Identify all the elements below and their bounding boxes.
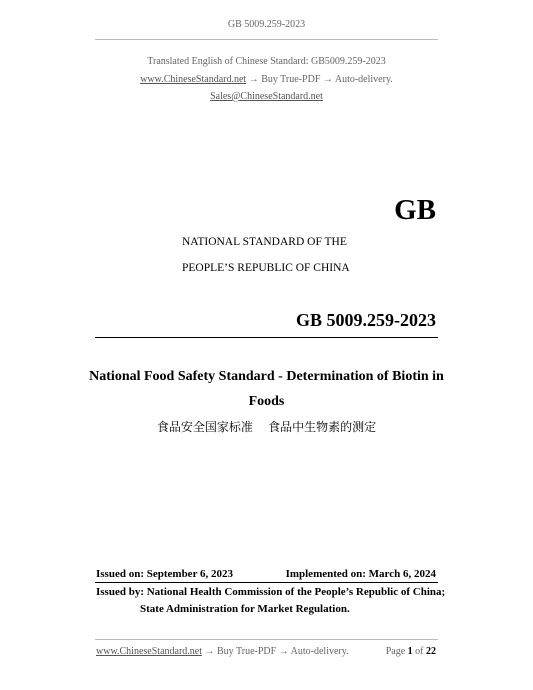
running-header: GB 5009.259-2023 (227, 19, 306, 30)
national-standard-line1: NATIONAL STANDARD OF THE (182, 236, 347, 248)
buy-true-pdf-text: Buy True-PDF (261, 74, 321, 85)
sales-email-link[interactable]: Sales@ChineseStandard.net (210, 91, 323, 102)
auto-delivery-text: Auto-delivery. (290, 646, 349, 657)
banner-site-link[interactable]: www.ChineseStandard.net (140, 74, 247, 85)
banner-links-row (0, 74, 533, 85)
arrow-right-icon: → (248, 74, 259, 85)
total-pages: 22 (426, 646, 436, 657)
arrow-right-icon: → (204, 646, 215, 657)
chinese-title: 食品安全国家标准 食品中生物素的测定 (156, 420, 377, 434)
issued-by-line1: Issued by: National Health Commission of the People’s Republic of China; (96, 586, 446, 598)
implemented-date: Implemented on: March 6, 2024 (285, 568, 436, 580)
page-indicator (386, 646, 436, 657)
document-title-line2: Foods (248, 394, 285, 409)
translation-notice: Translated English of Chinese Standard: GB5009.259-2023 (147, 56, 386, 67)
auto-delivery-text: Auto-delivery. (334, 74, 393, 85)
buy-true-pdf-text: Buy True-PDF (217, 646, 277, 657)
header-divider (95, 39, 438, 40)
footer-divider (95, 639, 438, 640)
national-standard-line2: PEOPLE’S REPUBLIC OF CHINA (182, 262, 350, 274)
arrow-right-icon: → (322, 74, 333, 85)
footer-links (96, 646, 349, 657)
arrow-right-icon: → (278, 646, 289, 657)
footer-site-link[interactable]: www.ChineseStandard.net (96, 646, 202, 657)
dates-divider (95, 582, 438, 583)
title-divider (95, 337, 438, 338)
gb-logo: GB (394, 194, 436, 226)
of-label: of (415, 646, 424, 657)
document-title-line1: National Food Safety Standard - Determination of Biotin in (89, 369, 444, 384)
page-number: 1 (407, 646, 413, 657)
standard-number: GB 5009.259-2023 (295, 310, 436, 330)
page-label: Page (385, 646, 406, 657)
issued-by-line2: State Administration for Market Regulation. (140, 603, 350, 615)
issued-date: Issued on: September 6, 2023 (96, 568, 234, 580)
